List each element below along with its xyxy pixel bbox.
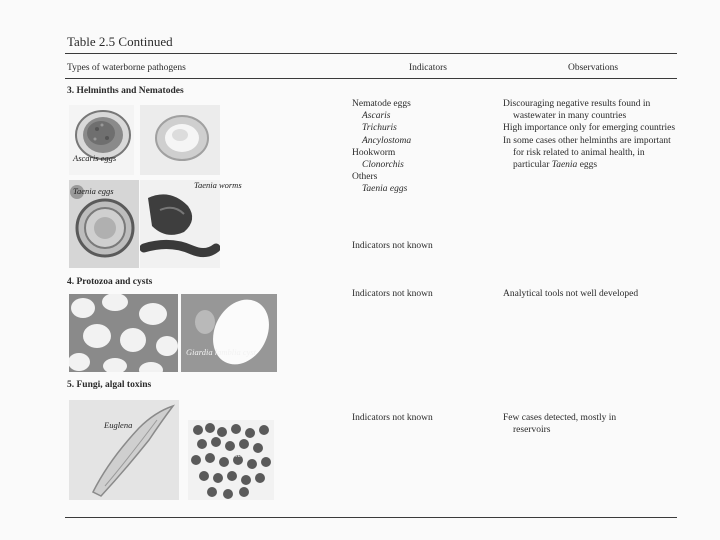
- indicators-protozoa: Indicators not known: [352, 289, 433, 299]
- observation-eggs: eggs: [579, 160, 598, 171]
- observation-item: [503, 135, 683, 172]
- indicator-item: Hookworm: [352, 147, 396, 158]
- header-observations: Observations: [568, 63, 619, 73]
- observation-item: High importance only for emerging countries: [503, 123, 676, 134]
- section-heading-protozoa: 4. Protozoa and cysts: [67, 277, 153, 287]
- indicator-item: Ancylostoma: [362, 135, 412, 146]
- caption-euglena: Euglena: [104, 420, 133, 430]
- taenia-worms-image: [140, 180, 220, 268]
- caption-ascaris-eggs: Ascaris eggs: [73, 153, 117, 163]
- observation-item: Discouraging negative results found in wastewater in many countries: [503, 99, 651, 122]
- protozoa-cells-image: [69, 294, 178, 372]
- indicator-item: Taenia eggs: [362, 184, 408, 195]
- indicator-item: Trichuris: [362, 123, 397, 134]
- observations-helminths: [503, 98, 683, 171]
- observations-protozoa: Analytical tools not well developed: [503, 289, 639, 299]
- giardia-cyst-image: [181, 294, 277, 372]
- header-indicators: Indicators: [409, 63, 447, 73]
- egg-micrograph-image: [140, 105, 220, 175]
- euglena-image: [69, 400, 179, 500]
- observation-taenia: Taenia: [551, 160, 578, 171]
- header-rule: [65, 78, 677, 79]
- caption-taenia-worms: Taenia worms: [194, 180, 242, 190]
- indicator-item: Others: [352, 172, 378, 183]
- caption-giardia-cyst: Giardia lamblia cyst: [186, 347, 257, 357]
- observation-item: Few cases detected, mostly in reservoirs: [503, 413, 617, 436]
- caption-taenia-eggs: Taenia eggs: [73, 186, 114, 196]
- indicator-item: Ascaris: [362, 111, 391, 122]
- caption-microcystis: Microcystis: [228, 449, 268, 459]
- observation-text: In some cases other helminths are important for risk related to animal health, in particular: [503, 135, 671, 171]
- section-heading-helminths: 3. Helminths and Nematodes: [67, 86, 184, 96]
- indicator-item: Nematode eggs: [352, 99, 411, 109]
- top-rule: [65, 53, 677, 54]
- header-types: Types of waterborne pathogens: [67, 63, 186, 73]
- observations-fungi: [503, 412, 625, 436]
- indicator-item: Clonorchis: [362, 160, 404, 171]
- indicators-helminths: [352, 98, 411, 196]
- microcystis-image: [188, 420, 274, 500]
- bottom-rule: [65, 517, 677, 518]
- table-title: Table 2.5 Continued: [67, 34, 173, 49]
- indicators-not-known-helminths: Indicators not known: [352, 241, 433, 251]
- indicators-fungi: Indicators not known: [352, 413, 433, 423]
- ascaris-egg-image: [69, 105, 134, 175]
- section-heading-fungi: 5. Fungi, algal toxins: [67, 380, 152, 390]
